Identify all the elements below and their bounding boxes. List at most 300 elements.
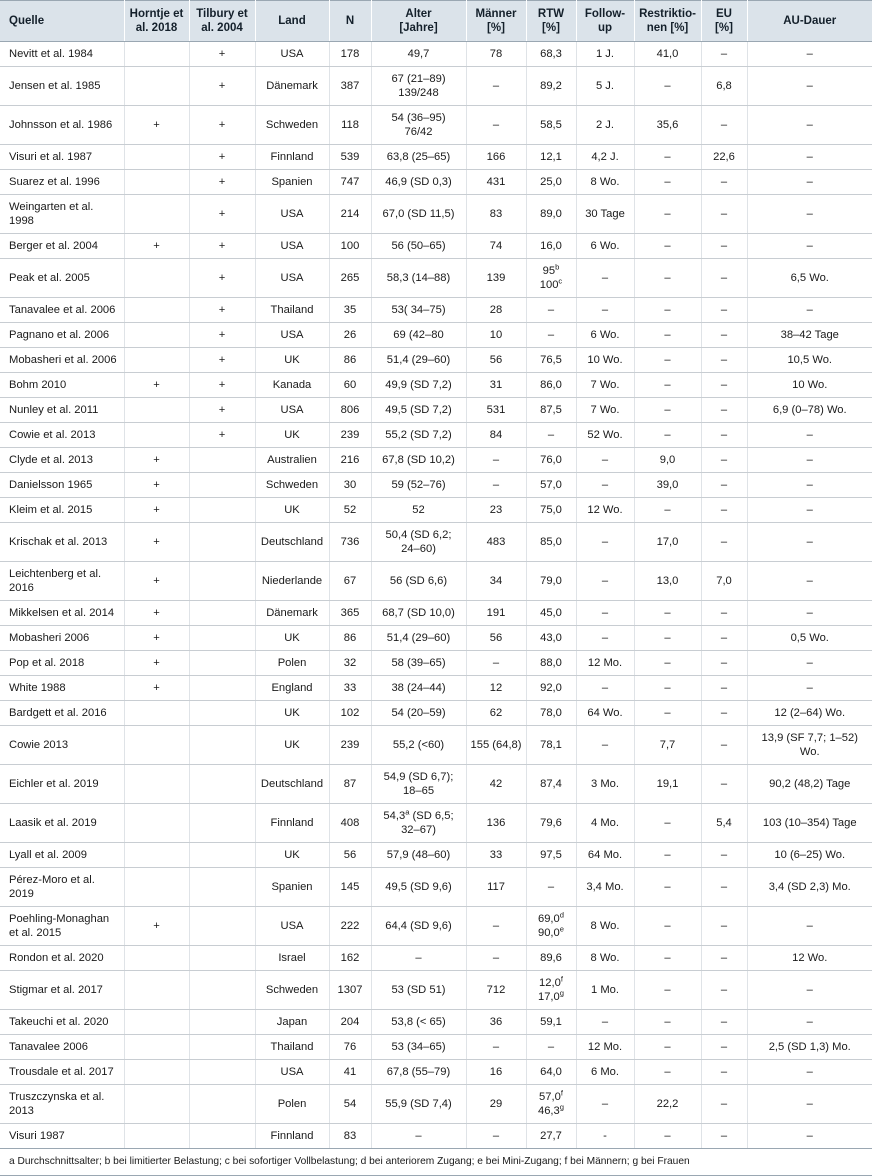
cell-restriktionen: –: [634, 1060, 701, 1085]
cell-alter: 49,9 (SD 7,2): [371, 373, 466, 398]
cell-horntje: [124, 843, 189, 868]
cell-land: Deutschland: [255, 765, 329, 804]
cell-audauer: 12 (2–64) Wo.: [747, 701, 872, 726]
cell-alter: 67,0 (SD 11,5): [371, 195, 466, 234]
cell-eu: –: [701, 448, 747, 473]
cell-audauer: 13,9 (SF 7,7; 1–52) Wo.: [747, 726, 872, 765]
cell-audauer: 90,2 (48,2) Tage: [747, 765, 872, 804]
cell-tilbury: [189, 1085, 255, 1124]
cell-land: UK: [255, 843, 329, 868]
cell-quelle: Cowie 2013: [0, 726, 124, 765]
cell-maenner: 10: [466, 323, 526, 348]
header-label-audauer: AU-Dauer: [783, 15, 837, 27]
cell-eu: –: [701, 868, 747, 907]
cell-maenner: 56: [466, 348, 526, 373]
cell-alter: 55,2 (<60): [371, 726, 466, 765]
cell-n: 408: [329, 804, 371, 843]
cell-eu: –: [701, 234, 747, 259]
header-label-tilbury-line2: al. 2004: [201, 22, 243, 35]
cell-eu: –: [701, 843, 747, 868]
cell-n: 33: [329, 676, 371, 701]
cell-audauer: 10,5 Wo.: [747, 348, 872, 373]
column-header-quelle: [0, 1, 124, 42]
header-label-rtw-line1: RTW: [537, 8, 565, 20]
cell-land: Schweden: [255, 473, 329, 498]
cell-quelle: Leichtenberg et al. 2016: [0, 562, 124, 601]
cell-n: 1307: [329, 971, 371, 1010]
cell-maenner: 16: [466, 1060, 526, 1085]
cell-horntje: +: [124, 651, 189, 676]
cell-eu: –: [701, 259, 747, 298]
cell-rtw: 79,6: [526, 804, 576, 843]
cell-restriktionen: 35,6: [634, 106, 701, 145]
cell-followup: 8 Wo.: [576, 946, 634, 971]
cell-restriktionen: –: [634, 145, 701, 170]
cell-eu: –: [701, 106, 747, 145]
header-label-alter-line1: Alter: [405, 8, 432, 20]
cell-restriktionen: –: [634, 601, 701, 626]
cell-n: 35: [329, 298, 371, 323]
cell-rtw: 75,0: [526, 498, 576, 523]
cell-land: England: [255, 676, 329, 701]
cell-tilbury: [189, 626, 255, 651]
cell-followup: 12 Wo.: [576, 498, 634, 523]
cell-eu: –: [701, 726, 747, 765]
cell-land: Deutschland: [255, 523, 329, 562]
table-row: [0, 626, 872, 651]
cell-alter: 49,7: [371, 42, 466, 67]
cell-n: 86: [329, 626, 371, 651]
cell-maenner: –: [466, 907, 526, 946]
column-header-n: [329, 1, 371, 42]
cell-alter: 54 (20–59): [371, 701, 466, 726]
cell-tilbury: +: [189, 259, 255, 298]
cell-horntje: +: [124, 498, 189, 523]
cell-eu: –: [701, 907, 747, 946]
cell-land: Spanien: [255, 170, 329, 195]
cell-tilbury: [189, 676, 255, 701]
cell-maenner: 33: [466, 843, 526, 868]
table-header-row: [0, 1, 872, 42]
cell-rtw: 69,0$^d$ 90,0e: [526, 907, 576, 946]
table-row: [0, 323, 872, 348]
cell-eu: –: [701, 373, 747, 398]
cell-restriktionen: 22,2: [634, 1085, 701, 1124]
cell-audauer: –: [747, 1060, 872, 1085]
cell-horntje: +: [124, 473, 189, 498]
header-label-followup-line1: Follow-: [584, 8, 626, 20]
cell-horntje: [124, 170, 189, 195]
cell-followup: –: [576, 562, 634, 601]
cell-maenner: 136: [466, 804, 526, 843]
cell-alter: 38 (24–44): [371, 676, 466, 701]
cell-audauer: –: [747, 42, 872, 67]
cell-restriktionen: 41,0: [634, 42, 701, 67]
cell-followup: –: [576, 298, 634, 323]
cell-tilbury: +: [189, 170, 255, 195]
cell-quelle: Bohm 2010: [0, 373, 124, 398]
cell-quelle: Clyde et al. 2013: [0, 448, 124, 473]
cell-maenner: 56: [466, 626, 526, 651]
cell-tilbury: [189, 765, 255, 804]
table-row: [0, 498, 872, 523]
cell-restriktionen: –: [634, 170, 701, 195]
cell-audauer: 38–42 Tage: [747, 323, 872, 348]
table-row: [0, 423, 872, 448]
cell-eu: 5,4: [701, 804, 747, 843]
cell-maenner: –: [466, 67, 526, 106]
cell-horntje: [124, 868, 189, 907]
cell-quelle: Nevitt et al. 1984: [0, 42, 124, 67]
cell-rtw: 95$^b$ 100$^c$: [526, 259, 576, 298]
cell-maenner: 23: [466, 498, 526, 523]
cell-horntje: [124, 946, 189, 971]
cell-n: 162: [329, 946, 371, 971]
cell-horntje: [124, 804, 189, 843]
cell-n: 54: [329, 1085, 371, 1124]
cell-horntje: [124, 348, 189, 373]
cell-followup: –: [576, 601, 634, 626]
cell-rtw: 64,0: [526, 1060, 576, 1085]
cell-restriktionen: –: [634, 1010, 701, 1035]
cell-n: 204: [329, 1010, 371, 1035]
cell-maenner: 42: [466, 765, 526, 804]
cell-eu: –: [701, 423, 747, 448]
cell-alter: 53( 34–75): [371, 298, 466, 323]
cell-rtw: 43,0: [526, 626, 576, 651]
cell-quelle: Tanavalee 2006: [0, 1035, 124, 1060]
column-header-rtw: [526, 1, 576, 42]
cell-maenner: 31: [466, 373, 526, 398]
cell-quelle: Peak et al. 2005: [0, 259, 124, 298]
table-row: [0, 726, 872, 765]
cell-alter: 64,4 (SD 9,6): [371, 907, 466, 946]
cell-followup: 8 Wo.: [576, 170, 634, 195]
cell-restriktionen: –: [634, 498, 701, 523]
column-header-audauer: [747, 1, 872, 42]
header-label-restrikt-line2: nen [%]: [646, 22, 689, 35]
cell-maenner: –: [466, 106, 526, 145]
cell-land: Kanada: [255, 373, 329, 398]
table-row: [0, 946, 872, 971]
cell-tilbury: [189, 448, 255, 473]
table-row: [0, 971, 872, 1010]
cell-horntje: [124, 398, 189, 423]
cell-maenner: 155 (64,8): [466, 726, 526, 765]
cell-restriktionen: –: [634, 907, 701, 946]
table-row: [0, 473, 872, 498]
cell-n: 736: [329, 523, 371, 562]
table-row: [0, 1060, 872, 1085]
cell-tilbury: [189, 907, 255, 946]
cell-eu: –: [701, 473, 747, 498]
cell-land: Polen: [255, 1085, 329, 1124]
cell-tilbury: +: [189, 106, 255, 145]
cell-followup: –: [576, 726, 634, 765]
cell-rtw: 87,5: [526, 398, 576, 423]
cell-followup: 4,2 J.: [576, 145, 634, 170]
cell-eu: –: [701, 601, 747, 626]
cell-followup: 7 Wo.: [576, 398, 634, 423]
cell-horntje: +: [124, 106, 189, 145]
cell-rtw: 78,0: [526, 701, 576, 726]
cell-land: UK: [255, 498, 329, 523]
table-row: [0, 1010, 872, 1035]
cell-rtw: 57,0: [526, 473, 576, 498]
cell-land: Schweden: [255, 971, 329, 1010]
cell-land: USA: [255, 195, 329, 234]
cell-tilbury: [189, 1035, 255, 1060]
cell-eu: –: [701, 651, 747, 676]
cell-horntje: +: [124, 234, 189, 259]
cell-horntje: [124, 1060, 189, 1085]
cell-eu: 6,8: [701, 67, 747, 106]
cell-horntje: +: [124, 626, 189, 651]
cell-restriktionen: 17,0: [634, 523, 701, 562]
cell-tilbury: [189, 1124, 255, 1149]
cell-restriktionen: –: [634, 423, 701, 448]
cell-restriktionen: –: [634, 701, 701, 726]
cell-eu: –: [701, 170, 747, 195]
cell-alter: 56 (50–65): [371, 234, 466, 259]
cell-eu: –: [701, 398, 747, 423]
cell-maenner: 83: [466, 195, 526, 234]
cell-audauer: –: [747, 1124, 872, 1149]
cell-rtw: 12,1: [526, 145, 576, 170]
header-label-restrikt-line1: Restriktio-: [639, 8, 696, 20]
cell-restriktionen: –: [634, 843, 701, 868]
cell-audauer: –: [747, 907, 872, 946]
cell-tilbury: [189, 726, 255, 765]
cell-tilbury: +: [189, 298, 255, 323]
cell-followup: –: [576, 523, 634, 562]
cell-maenner: 139: [466, 259, 526, 298]
cell-audauer: 3,4 (SD 2,3) Mo.: [747, 868, 872, 907]
cell-quelle: Pérez-Moro et al. 2019: [0, 868, 124, 907]
column-header-restriktionen: [634, 1, 701, 42]
cell-tilbury: [189, 523, 255, 562]
cell-n: 87: [329, 765, 371, 804]
cell-restriktionen: –: [634, 676, 701, 701]
cell-tilbury: [189, 804, 255, 843]
cell-alter: 58,3 (14–88): [371, 259, 466, 298]
cell-rtw: 86,0: [526, 373, 576, 398]
cell-followup: –: [576, 676, 634, 701]
cell-quelle: Pop et al. 2018: [0, 651, 124, 676]
cell-rtw: –: [526, 298, 576, 323]
header-label-horntje-line1: Horntje et: [129, 8, 184, 20]
cell-maenner: –: [466, 1035, 526, 1060]
cell-land: Finnland: [255, 1124, 329, 1149]
cell-followup: 6 Mo.: [576, 1060, 634, 1085]
cell-horntje: [124, 1010, 189, 1035]
table-row: [0, 298, 872, 323]
cell-alter: 63,8 (25–65): [371, 145, 466, 170]
cell-eu: –: [701, 971, 747, 1010]
cell-followup: 6 Wo.: [576, 323, 634, 348]
cell-land: USA: [255, 323, 329, 348]
cell-land: UK: [255, 626, 329, 651]
cell-tilbury: +: [189, 373, 255, 398]
cell-rtw: 25,0: [526, 170, 576, 195]
cell-rtw: 68,3: [526, 42, 576, 67]
cell-eu: 7,0: [701, 562, 747, 601]
cell-maenner: –: [466, 651, 526, 676]
cell-n: 216: [329, 448, 371, 473]
cell-horntje: [124, 145, 189, 170]
table-row: [0, 868, 872, 907]
cell-restriktionen: –: [634, 323, 701, 348]
cell-restriktionen: –: [634, 348, 701, 373]
cell-audauer: –: [747, 234, 872, 259]
cell-restriktionen: –: [634, 946, 701, 971]
cell-alter: 53 (34–65): [371, 1035, 466, 1060]
cell-followup: 1 J.: [576, 42, 634, 67]
cell-rtw: 79,0: [526, 562, 576, 601]
cell-rtw: 92,0: [526, 676, 576, 701]
cell-alter: 46,9 (SD 0,3): [371, 170, 466, 195]
table-row: [0, 234, 872, 259]
cell-land: USA: [255, 234, 329, 259]
cell-quelle: Krischak et al. 2013: [0, 523, 124, 562]
cell-n: 41: [329, 1060, 371, 1085]
cell-audauer: –: [747, 473, 872, 498]
cell-horntje: [124, 298, 189, 323]
cell-land: Schweden: [255, 106, 329, 145]
cell-followup: –: [576, 473, 634, 498]
cell-quelle: Trousdale et al. 2017: [0, 1060, 124, 1085]
cell-followup: –: [576, 448, 634, 473]
cell-audauer: –: [747, 562, 872, 601]
cell-n: 239: [329, 423, 371, 448]
table-row: [0, 42, 872, 67]
cell-rtw: 58,5: [526, 106, 576, 145]
cell-alter: 59 (52–76): [371, 473, 466, 498]
cell-maenner: 117: [466, 868, 526, 907]
table-row: [0, 1085, 872, 1124]
cell-audauer: –: [747, 170, 872, 195]
cell-n: 178: [329, 42, 371, 67]
cell-quelle: Rondon et al. 2020: [0, 946, 124, 971]
table-footer: [0, 1149, 872, 1176]
cell-quelle: Johnsson et al. 1986: [0, 106, 124, 145]
cell-rtw: 76,0: [526, 448, 576, 473]
cell-audauer: –: [747, 195, 872, 234]
cell-n: 100: [329, 234, 371, 259]
table-row: [0, 907, 872, 946]
cell-rtw: 85,0: [526, 523, 576, 562]
cell-restriktionen: –: [634, 67, 701, 106]
cell-eu: –: [701, 626, 747, 651]
cell-eu: –: [701, 765, 747, 804]
cell-followup: –: [576, 259, 634, 298]
cell-alter: 49,5 (SD 7,2): [371, 398, 466, 423]
cell-rtw: 27,7: [526, 1124, 576, 1149]
cell-maenner: 191: [466, 601, 526, 626]
cell-land: USA: [255, 259, 329, 298]
cell-horntje: +: [124, 373, 189, 398]
cell-land: Japan: [255, 1010, 329, 1035]
table-row: [0, 701, 872, 726]
cell-land: Spanien: [255, 868, 329, 907]
cell-followup: 12 Mo.: [576, 1035, 634, 1060]
table-row: [0, 398, 872, 423]
table-row: [0, 676, 872, 701]
cell-land: Dänemark: [255, 67, 329, 106]
header-label-maenner-line1: Männer: [475, 8, 517, 20]
cell-alter: 68,7 (SD 10,0): [371, 601, 466, 626]
cell-restriktionen: –: [634, 373, 701, 398]
cell-audauer: –: [747, 676, 872, 701]
cell-alter: 67,8 (55–79): [371, 1060, 466, 1085]
cell-followup: 7 Wo.: [576, 373, 634, 398]
cell-n: 30: [329, 473, 371, 498]
cell-restriktionen: 7,7: [634, 726, 701, 765]
cell-land: USA: [255, 907, 329, 946]
header-label-maenner-line2: [%]: [487, 22, 505, 35]
cell-land: Australien: [255, 448, 329, 473]
table-row: [0, 348, 872, 373]
cell-horntje: [124, 195, 189, 234]
cell-n: 83: [329, 1124, 371, 1149]
cell-tilbury: +: [189, 145, 255, 170]
cell-eu: –: [701, 946, 747, 971]
cell-quelle: Pagnano et al. 2006: [0, 323, 124, 348]
cell-rtw: –: [526, 1035, 576, 1060]
cell-alter: 50,4 (SD 6,2; 24–60): [371, 523, 466, 562]
table-footnote: a Durchschnittsalter; b bei limitierter Belastung; c bei sofortiger Vollbelastung; d bei anteriorem Zugang; e bei Mini-Zugang; f bei Männern; g bei Frauen: [0, 1149, 872, 1176]
header-label-rtw-line2: [%]: [542, 22, 560, 35]
column-header-maenner: [466, 1, 526, 42]
cell-restriktionen: –: [634, 259, 701, 298]
cell-restriktionen: –: [634, 651, 701, 676]
cell-tilbury: [189, 1010, 255, 1035]
cell-tilbury: [189, 473, 255, 498]
cell-n: 365: [329, 601, 371, 626]
cell-maenner: 34: [466, 562, 526, 601]
cell-maenner: –: [466, 1124, 526, 1149]
cell-audauer: 10 Wo.: [747, 373, 872, 398]
table-row: [0, 804, 872, 843]
cell-tilbury: +: [189, 348, 255, 373]
cell-quelle: Poehling-Monaghan et al. 2015: [0, 907, 124, 946]
cell-eu: –: [701, 523, 747, 562]
cell-tilbury: +: [189, 42, 255, 67]
cell-land: Dänemark: [255, 601, 329, 626]
cell-n: 67: [329, 562, 371, 601]
column-header-eu: [701, 1, 747, 42]
cell-rtw: 12,0$^f$ 17,0$^g$: [526, 971, 576, 1010]
cell-restriktionen: 13,0: [634, 562, 701, 601]
cell-alter: 53,8 (< 65): [371, 1010, 466, 1035]
cell-tilbury: [189, 843, 255, 868]
header-label-eu-line2: [%]: [715, 22, 733, 35]
cell-restriktionen: 19,1: [634, 765, 701, 804]
cell-n: 32: [329, 651, 371, 676]
cell-audauer: –: [747, 448, 872, 473]
cell-alter: 54,9 (SD 6,7); 18–65: [371, 765, 466, 804]
cell-rtw: 57,0$^f$ 46,3$^g$: [526, 1085, 576, 1124]
cell-maenner: –: [466, 946, 526, 971]
cell-eu: –: [701, 298, 747, 323]
cell-n: 145: [329, 868, 371, 907]
cell-horntje: [124, 1035, 189, 1060]
cell-n: 118: [329, 106, 371, 145]
header-label-n: N: [345, 15, 355, 27]
cell-land: USA: [255, 398, 329, 423]
cell-audauer: –: [747, 67, 872, 106]
footnote-row: [0, 1149, 872, 1176]
